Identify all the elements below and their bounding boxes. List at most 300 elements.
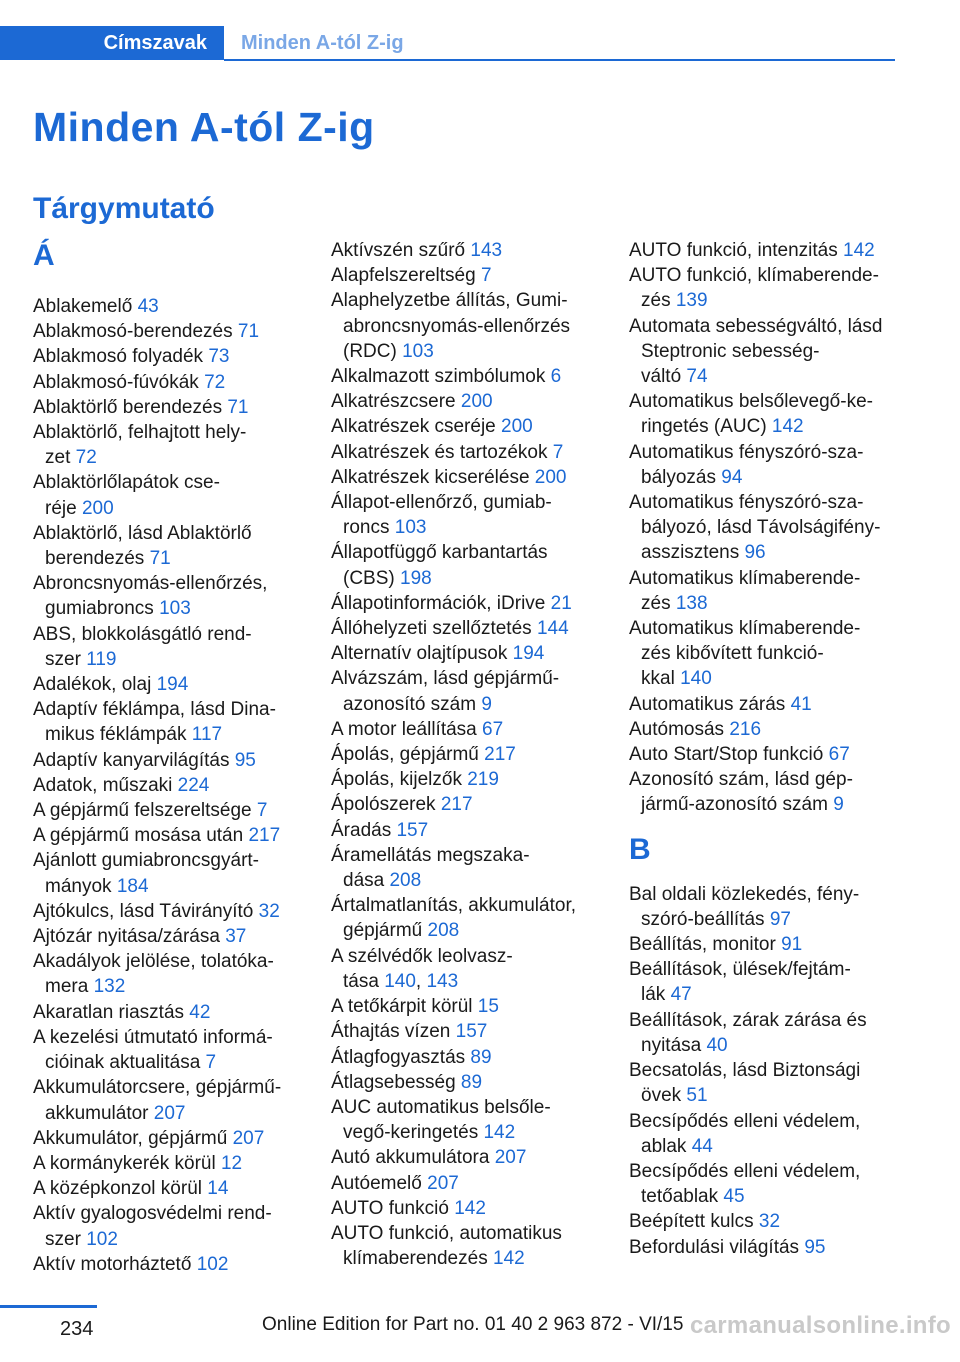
index-entry <box>331 792 606 817</box>
page-link[interactable]: 37 <box>225 926 247 948</box>
index-entry-text: Automatikus zárás <box>629 693 791 715</box>
page-link[interactable]: 200 <box>501 416 533 438</box>
index-entry-text: Automatikus fényszóró-sza- <box>629 492 864 514</box>
index-entry <box>331 238 606 263</box>
index-entry <box>33 1151 308 1176</box>
index-entry-text: Állapotfüggő karbantartás <box>331 542 548 564</box>
index-column-1 <box>33 238 308 1277</box>
index-entry-text: A középkonzol körül <box>33 1178 208 1200</box>
index-entry-continuation <box>629 641 909 666</box>
page-link[interactable]: 14 <box>207 1178 229 1200</box>
index-entry <box>331 540 606 565</box>
page-link[interactable]: 51 <box>686 1085 708 1107</box>
index-entry-text: Alkatrészek cseréje <box>331 416 502 438</box>
index-entry-text: gépjármű <box>343 920 428 942</box>
page-link[interactable]: 140 <box>384 970 416 992</box>
index-entry-text: dása <box>343 870 390 892</box>
index-entry <box>629 314 909 339</box>
page-link[interactable]: 9 <box>481 693 492 715</box>
index-entry <box>629 1159 909 1184</box>
index-entry <box>33 319 308 344</box>
page-link[interactable]: 102 <box>196 1253 229 1275</box>
index-entry-continuation <box>629 465 909 490</box>
index-entry-text: Ártalmatlanítás, akkumulátor, <box>331 895 576 917</box>
index-entry-text: Alaphelyzetbe állítás, Gumi- <box>331 290 568 312</box>
index-entry-text: Akkumulátorcsere, gépjármű- <box>33 1077 282 1099</box>
index-entry <box>331 440 606 465</box>
index-entry <box>331 666 606 691</box>
index-entry-text: Autómosás <box>629 718 730 740</box>
index-entry-text: jármű-azonosító szám <box>641 794 834 816</box>
index-entry-text: Beállítások, zárak zárása és <box>629 1009 867 1031</box>
index-entry-text: Ajánlott gumiabroncsgyárt- <box>33 850 259 872</box>
index-entry-text: Automatikus klímaberende- <box>629 618 861 640</box>
page-link[interactable]: 45 <box>723 1186 745 1208</box>
index-entry-text: Ablakemelő <box>33 296 138 317</box>
index-entry-text: Becsípődés elleni védelem, <box>629 1110 861 1132</box>
page-link[interactable]: 32 <box>258 900 280 922</box>
index-entry <box>33 1176 308 1201</box>
index-entry-text: vegő-keringetés <box>343 1122 484 1144</box>
index-entry <box>33 1126 308 1151</box>
index-entry-continuation <box>33 974 308 999</box>
index-entry-text: Alkatrészek kicserélése <box>331 466 535 488</box>
index-entry-text: bályozás <box>641 466 722 488</box>
page-link[interactable]: 7 <box>205 1052 217 1074</box>
index-entry <box>629 717 909 742</box>
index-entry-text: Automatikus fényszóró-sza- <box>629 441 864 463</box>
tab-a-to-z[interactable]: Minden A-tól Z-ig <box>241 32 404 54</box>
page-link[interactable]: 142 <box>454 1197 486 1219</box>
page-link[interactable]: 7 <box>552 441 564 463</box>
page-link[interactable]: 207 <box>427 1172 459 1194</box>
page-link[interactable]: 71 <box>227 396 249 418</box>
index-entry-continuation <box>33 722 308 747</box>
index-entry <box>33 571 308 596</box>
index-entry <box>33 773 308 798</box>
index-entry-text: tetőablak <box>641 1186 724 1208</box>
page-link[interactable]: 140 <box>680 668 712 690</box>
page-link[interactable]: 73 <box>208 346 230 368</box>
footer-divider <box>0 1305 97 1308</box>
index-entry-text: Ablaktörlőlapátok cse- <box>33 472 220 494</box>
page-link[interactable]: 198 <box>400 567 432 589</box>
index-entry-text: klímaberendezés <box>343 1248 493 1270</box>
index-entry <box>331 1019 606 1044</box>
index-entry <box>33 899 308 924</box>
index-entry-continuation <box>629 1033 909 1058</box>
index-entry <box>629 1058 909 1083</box>
index-entry <box>331 944 606 969</box>
index-entry-text: (CBS) <box>343 567 400 589</box>
index-entry <box>331 591 606 616</box>
index-entry <box>33 1075 308 1100</box>
index-entry-continuation <box>629 515 909 540</box>
index-entry-text: Alkatrészcsere <box>331 391 461 413</box>
index-entry-continuation <box>629 792 909 817</box>
index-entry-text: Ablaktörlő, lásd Ablaktörlő <box>33 522 252 544</box>
index-entry-text: Állapotinformációk, iDrive <box>331 592 551 614</box>
index-entry-continuation <box>331 339 606 364</box>
index-entry <box>33 1201 308 1226</box>
index-entry-text: Átlagsebesség <box>331 1071 461 1093</box>
index-entry-text: Ablaktörlő berendezés <box>33 396 228 418</box>
edition-note: Online Edition for Part no. 01 40 2 963 872 - VI/15 <box>262 1314 684 1335</box>
index-entry-continuation <box>629 907 909 932</box>
index-entry <box>629 1235 909 1260</box>
index-entry <box>629 957 909 982</box>
index-entry-continuation <box>629 1134 909 1159</box>
page-link[interactable]: 42 <box>189 1001 211 1023</box>
index-entry-continuation <box>33 1101 308 1126</box>
page-link[interactable]: 74 <box>686 366 708 388</box>
page-link[interactable]: 96 <box>744 542 766 564</box>
index-entry-text: Autó akkumulátora <box>331 1147 495 1169</box>
index-entry-continuation <box>629 339 909 364</box>
index-entry-continuation <box>331 1246 606 1271</box>
index-entry-continuation <box>331 515 606 540</box>
page-link[interactable]: 72 <box>75 447 97 469</box>
index-entry <box>33 924 308 949</box>
page-link[interactable]: 208 <box>389 870 422 892</box>
index-entry-text: Ablaktörlő, felhajtott hely- <box>33 422 247 444</box>
page-link[interactable]: 12 <box>220 1152 243 1174</box>
header-divider <box>224 59 895 61</box>
index-entry-continuation <box>33 445 308 470</box>
index-entry-text: Átlagfogyasztás <box>331 1046 471 1068</box>
index-entry-text: Állapot-ellenőrző, gumiab- <box>331 492 552 514</box>
index-entry-text: nyitása <box>641 1034 707 1056</box>
index-entry-text: A kezelési útmutató informá- <box>33 1026 273 1048</box>
index-entry <box>33 344 308 369</box>
index-entry <box>33 823 308 848</box>
index-entry-text: A szélvédők leolvasz- <box>331 945 513 967</box>
page-link[interactable]: 97 <box>769 908 791 930</box>
index-entry <box>331 1196 606 1221</box>
index-entry <box>331 490 606 515</box>
index-entry-continuation: tása 140, 143 <box>343 970 459 992</box>
index-entry-text: váltó <box>641 366 687 388</box>
index-entry-text: Autóemelő <box>331 1172 428 1194</box>
page-link[interactable]: 216 <box>729 718 762 740</box>
page-link[interactable]: 89 <box>470 1046 492 1068</box>
page-link[interactable]: 71 <box>149 548 171 570</box>
page-link[interactable]: 102 <box>86 1228 118 1250</box>
index-entry-continuation <box>629 414 909 439</box>
index-entry-text: Abroncsnyomás-ellenőrzés, <box>33 573 268 595</box>
page-link[interactable]: 91 <box>781 934 803 956</box>
index-entry-text: Adatok, műszaki <box>33 774 178 796</box>
index-entry <box>331 994 606 1019</box>
index-entry-continuation <box>331 918 606 943</box>
page-link[interactable]: 143 <box>470 240 503 261</box>
page-link[interactable]: 7 <box>256 800 268 822</box>
page-link[interactable]: 119 <box>86 648 117 670</box>
page-link[interactable]: 142 <box>843 240 875 261</box>
index-entry-text: szóró-beállítás <box>641 908 770 930</box>
index-entry <box>33 697 308 722</box>
index-entry-text: Adalékok, olaj <box>33 674 157 696</box>
index-entry-text: zés kibővített funkció- <box>641 643 824 665</box>
index-entry-text: szer <box>45 1228 87 1250</box>
index-entry <box>33 1025 308 1050</box>
page-link[interactable]: 89 <box>460 1071 483 1093</box>
page-link[interactable]: 194 <box>156 674 189 696</box>
index-entry-text: Automata sebességváltó, lásd <box>629 315 883 337</box>
page-link[interactable]: 138 <box>675 592 708 614</box>
index-entry-continuation <box>629 540 909 565</box>
page-link[interactable]: 132 <box>93 976 126 998</box>
index-entry-text: Alapfelszereltség <box>331 265 481 287</box>
page-link[interactable]: 67 <box>828 744 850 766</box>
page-link[interactable]: 142 <box>492 1248 525 1270</box>
index-entry-text: Áramellátás megszaka- <box>331 844 530 866</box>
index-entry <box>629 882 909 907</box>
index-entry <box>629 932 909 957</box>
index-entry <box>33 622 308 647</box>
index-entry <box>33 748 308 773</box>
index-entry <box>33 395 308 420</box>
index-entry-text: Aktív gyalogosvédelmi rend- <box>33 1203 272 1225</box>
index-entry-text: Beállítás, monitor <box>629 934 782 956</box>
index-entry-text: AUTO funkció, automatikus <box>331 1222 562 1244</box>
page-link[interactable]: 95 <box>234 749 256 771</box>
index-entry <box>33 798 308 823</box>
index-entry-text: Azonosító szám, lásd gép- <box>629 769 853 791</box>
page-link[interactable]: 103 <box>159 598 191 620</box>
index-entry-text: mányok <box>45 875 117 897</box>
index-entry-text: mikus féklámpák <box>45 724 192 746</box>
index-entry <box>629 692 909 717</box>
index-entry-continuation <box>629 1184 909 1209</box>
index-entry-text: Adaptív kanyarvilágítás <box>33 749 235 771</box>
index-entry-text: AUTO funkció, klímaberende- <box>629 265 879 287</box>
index-entry-continuation <box>33 496 308 521</box>
index-entry-text: Alternatív olajtípusok <box>331 643 513 665</box>
index-entry <box>331 389 606 414</box>
index-entry <box>331 717 606 742</box>
index-entry-text: A tetőkárpit körül <box>331 996 478 1018</box>
page-link[interactable]: 15 <box>477 996 499 1018</box>
page-title: Minden A-tól Z-ig <box>33 104 375 150</box>
index-entry-continuation <box>629 364 909 389</box>
index-entry <box>331 893 606 918</box>
index-entry-text: A motor leállítása <box>331 718 483 740</box>
index-entry-text: Automatikus belsőlevegő-ke- <box>629 391 873 413</box>
index-entry <box>331 414 606 439</box>
index-entry-text: Ablakmosó-berendezés <box>33 321 238 343</box>
index-entry-text: Steptronic sebesség- <box>641 340 820 362</box>
index-entry <box>33 521 308 546</box>
index-entry <box>629 566 909 591</box>
index-entry-continuation <box>33 874 308 899</box>
page-number: 234 <box>60 1318 94 1340</box>
page-link[interactable]: 219 <box>467 769 499 791</box>
page-link[interactable]: 71 <box>237 321 260 343</box>
index-column-2 <box>331 238 606 1271</box>
index-entry <box>331 288 606 313</box>
index-entry-text: Bal oldali közlekedés, fény- <box>629 883 860 905</box>
page-link[interactable]: 142 <box>771 416 804 438</box>
page-link[interactable]: 142 <box>483 1122 516 1144</box>
page-link[interactable]: 144 <box>536 618 569 640</box>
index-entry-text: ablak <box>641 1135 692 1157</box>
page-link[interactable]: 217 <box>440 794 473 816</box>
index-entry-continuation <box>33 1050 308 1075</box>
index-entry <box>331 1095 606 1120</box>
index-entry-text: akkumulátor <box>45 1102 154 1124</box>
index-entry-text: Áthajtás vízen <box>331 1021 456 1043</box>
page-link[interactable]: 40 <box>706 1034 728 1056</box>
index-entry <box>629 263 909 288</box>
page-link[interactable]: 224 <box>177 774 210 796</box>
index-entry-text: cióinak aktualitása <box>45 1052 206 1074</box>
index-entry <box>33 370 308 395</box>
index-entry-text: Ajtókulcs, lásd Távirányító <box>33 900 259 922</box>
index-entry <box>33 949 308 974</box>
index-entry <box>331 616 606 641</box>
index-entry-text: Aktív motorháztető <box>33 1253 197 1275</box>
index-entry-text: lák <box>641 984 671 1006</box>
index-entry <box>629 389 909 414</box>
index-entry <box>33 1252 308 1277</box>
page-link[interactable]: 208 <box>427 920 460 942</box>
index-entry <box>629 767 909 792</box>
page-link[interactable]: 217 <box>248 825 281 847</box>
index-column-3 <box>629 238 909 1260</box>
index-entry <box>33 294 308 319</box>
page-link[interactable]: 200 <box>81 497 114 519</box>
index-entry-continuation <box>331 314 606 339</box>
index-entry-text: Állóhelyzeti szellőztetés <box>331 618 537 640</box>
index-entry-text: Becsípődés elleni védelem, <box>629 1160 861 1182</box>
index-entry <box>331 742 606 767</box>
index-entry <box>331 1145 606 1170</box>
index-entry-continuation <box>33 546 308 571</box>
index-entry-text: ABS, blokkolásgátló rend- <box>33 623 252 645</box>
index-entry-text: Becsatolás, lásd Biztonsági <box>629 1060 861 1082</box>
index-entry-continuation <box>33 596 308 621</box>
page-link[interactable]: 94 <box>721 466 743 488</box>
page-link[interactable]: 32 <box>758 1211 781 1233</box>
index-entry-text: Alkalmazott szimbólumok <box>331 366 551 388</box>
index-entry-text: A gépjármű mosása után <box>33 825 249 847</box>
index-entry-text: azonosító szám <box>343 693 482 715</box>
index-entry-text: Akaratlan riasztás <box>33 1001 190 1023</box>
index-entry-text: AUC automatikus belsőle- <box>331 1096 551 1118</box>
index-entry-text: Áradás <box>331 819 397 841</box>
index-entry-text: Ápolás, gépjármű <box>331 744 485 766</box>
page-link[interactable]: 200 <box>534 466 567 488</box>
index-entry <box>331 465 606 490</box>
page-link[interactable]: 6 <box>550 366 562 388</box>
index-entry-continuation <box>33 1227 308 1252</box>
index-entry-text: Ablakmosó-fúvókák <box>33 371 205 393</box>
index-entry-continuation <box>629 666 909 691</box>
page-link[interactable]: 217 <box>484 744 516 766</box>
header-bar <box>0 26 895 62</box>
index-entry-text: mera <box>45 976 94 998</box>
page-link[interactable]: 143 <box>426 970 459 992</box>
page-link[interactable]: 9 <box>833 794 844 816</box>
page-link[interactable]: 43 <box>137 296 159 317</box>
page-link[interactable]: 184 <box>116 875 149 897</box>
page-link[interactable]: 95 <box>804 1236 826 1258</box>
index-entry <box>331 767 606 792</box>
index-entry-text: kkal <box>641 668 681 690</box>
index-entry-text: réje <box>45 497 82 519</box>
index-entry-text: Befordulási világítás <box>629 1236 805 1258</box>
section-title: Tárgymutató <box>33 192 215 225</box>
watermark: carmanualsonline.info <box>690 1312 952 1339</box>
index-entry-text: zés <box>641 290 676 312</box>
index-entry-text: Akkumulátor, gépjármű <box>33 1127 233 1149</box>
index-entry <box>629 440 909 465</box>
index-entry <box>629 616 909 641</box>
page-link[interactable]: 44 <box>691 1135 713 1157</box>
index-entry-continuation <box>629 591 909 616</box>
index-entry-text: Alvázszám, lásd gépjármű- <box>331 668 560 690</box>
index-entry-text: Ajtózár nyitása/zárása <box>33 926 226 948</box>
index-entry-text: Alkatrészek és tartozékok <box>331 441 553 463</box>
index-letter: B <box>629 832 651 866</box>
index-entry <box>331 263 606 288</box>
page-link[interactable]: 139 <box>675 290 708 312</box>
page-link[interactable]: 41 <box>790 693 812 715</box>
index-entry-text: AUTO funkció, intenzitás <box>629 240 844 261</box>
index-entry <box>331 818 606 843</box>
index-entry <box>33 672 308 697</box>
page-link[interactable]: 47 <box>670 984 692 1006</box>
page-link[interactable]: 103 <box>394 517 427 539</box>
index-entry <box>629 1109 909 1134</box>
page-link[interactable]: 7 <box>480 265 492 287</box>
index-entry-continuation <box>629 1083 909 1108</box>
tab-keywords[interactable]: Címszavak <box>0 26 224 60</box>
index-entry-text: Aktívszén szűrő <box>331 240 471 261</box>
index-entry-continuation <box>331 566 606 591</box>
index-entry-text: roncs <box>343 517 395 539</box>
index-entry-text: AUTO funkció <box>331 1197 455 1219</box>
index-entry <box>33 470 308 495</box>
index-entry <box>33 848 308 873</box>
page-link[interactable]: 207 <box>232 1127 265 1149</box>
page-link[interactable]: 103 <box>402 340 434 362</box>
page-link[interactable]: 67 <box>482 718 504 740</box>
page-link[interactable]: 207 <box>153 1102 186 1124</box>
page-link[interactable]: 157 <box>455 1021 488 1043</box>
page-link[interactable]: 157 <box>396 819 429 841</box>
index-entry <box>331 1070 606 1095</box>
index-entry-text: Akadályok jelölése, tolatóka- <box>33 951 274 973</box>
page-link[interactable]: 200 <box>460 391 493 413</box>
index-entry-text: Ablakmosó folyadék <box>33 346 209 368</box>
index-entry-continuation <box>331 692 606 717</box>
index-entry <box>629 490 909 515</box>
page-link[interactable]: 21 <box>550 592 572 614</box>
page-link[interactable]: 207 <box>494 1147 527 1169</box>
page-link[interactable]: 72 <box>204 371 226 393</box>
index-entry <box>331 1221 606 1246</box>
index-entry-text: Ápolás, kijelzők <box>331 769 468 791</box>
index-entry-text: Beépített kulcs <box>629 1211 759 1233</box>
index-entry <box>629 238 909 263</box>
index-letter: Á <box>33 239 55 272</box>
index-entry-text: tása <box>343 970 385 992</box>
index-entry <box>331 1045 606 1070</box>
page-link[interactable]: 194 <box>512 643 545 665</box>
page-link[interactable]: 117 <box>191 724 223 746</box>
